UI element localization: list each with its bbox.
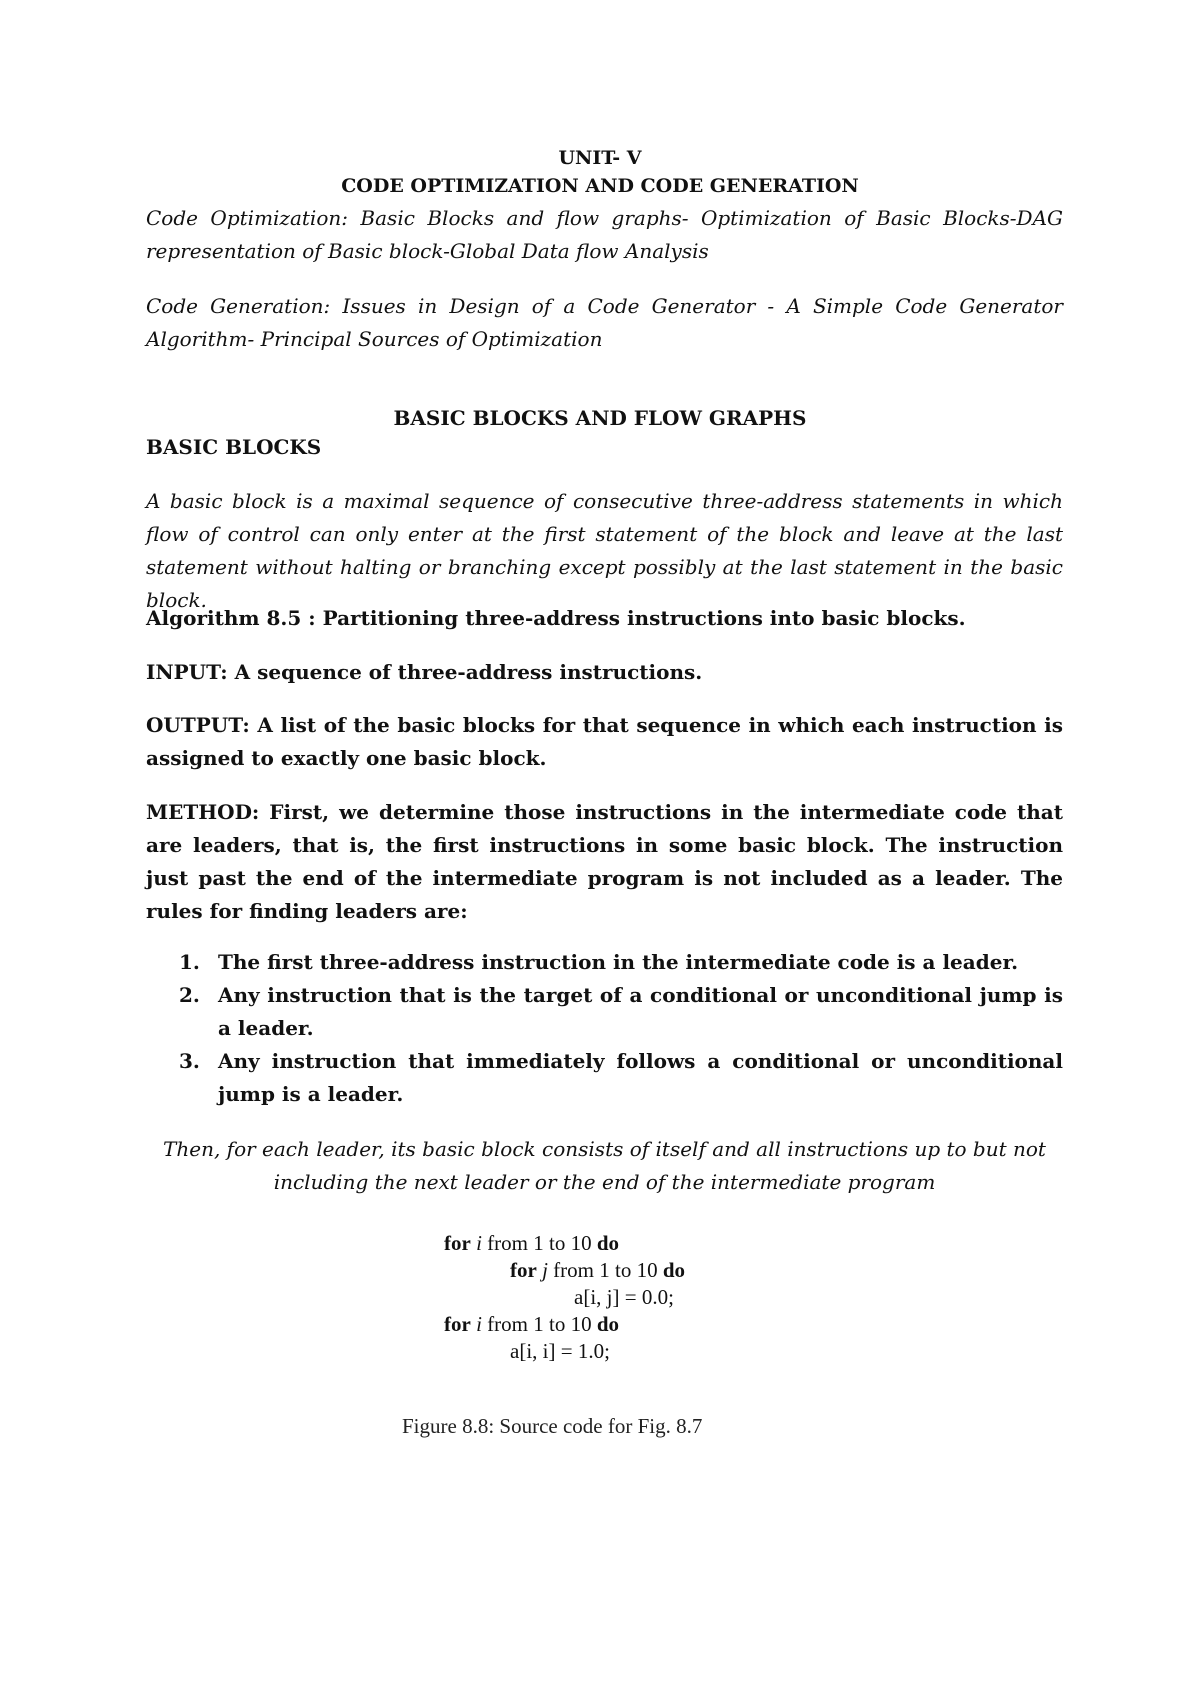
code-expression: a[i, j] = 0.0; [574,1285,674,1309]
algorithm-output: OUTPUT: A list of the basic blocks for that sequence in which each instruction is assigned to exactly one basic block. [146,713,1063,770]
algorithm-input: INPUT: A sequence of three-address instructions. [146,660,703,684]
code-keyword: for [510,1258,537,1282]
leader-rules-list [146,946,1063,1111]
list-item-number: 3. [179,1049,200,1073]
code-line [444,1284,864,1311]
code-range: from 1 to 10 [487,1231,592,1255]
figure-code-block [444,1230,864,1365]
list-item-number: 1. [179,950,200,974]
unit-label: UNIT- V [558,147,642,169]
algorithm-title: Algorithm 8.5 : Partitioning three-address instructions into basic blocks. [146,606,966,630]
list-item-number: 2. [179,983,200,1007]
figure-caption: Figure 8.8: Source code for Fig. 8.7 [402,1414,703,1438]
list-item-text: Any instruction that immediately follows a conditional or unconditional jump is a leader. [218,1049,1063,1106]
code-keyword: do [596,1312,620,1336]
code-variable: i [476,1231,482,1255]
unit-title: CODE OPTIMIZATION AND CODE GENERATION [341,175,859,197]
closing-note: Then, for each leader, its basic block consists of itself and all instructions up to but not including the next leader or the end of the intermediate program [163,1137,1046,1194]
code-line [444,1311,864,1338]
code-keyword: for [444,1231,471,1255]
code-expression: a[i, i] = 1.0; [510,1339,610,1363]
subsection-heading: BASIC BLOCKS [146,435,322,459]
code-keyword: for [444,1312,471,1336]
code-keyword: do [662,1258,686,1282]
syllabus-optimization: Code Optimization: Basic Blocks and flow graphs- Optimization of Basic Blocks-DAG representation of Basic block-Global Data flow Analysis [146,206,1063,263]
list-item [146,1045,1063,1111]
section-heading: BASIC BLOCKS AND FLOW GRAPHS [393,406,807,430]
code-variable: j [542,1258,548,1282]
syllabus-generation: Code Generation: Issues in Design of a Code Generator - A Simple Code Generator Algorithm- Principal Sources of Optimization [146,294,1063,351]
basic-block-definition: A basic block is a maximal sequence of consecutive three-address statements in which flow of control can only enter at the first statement of the block and leave at the last statement without halting or branching except possibly at the last statement in the basic block. [146,489,1063,612]
list-item-text: Any instruction that is the target of a conditional or unconditional jump is a leader. [218,983,1063,1040]
code-variable: i [476,1312,482,1336]
code-line [444,1338,864,1365]
code-keyword: do [596,1231,620,1255]
list-item [146,979,1063,1045]
list-item-text: The first three-address instruction in the intermediate code is a leader. [218,950,1019,974]
algorithm-method: METHOD: First, we determine those instructions in the intermediate code that are leaders, that is, the first instructions in some basic block. The instruction just past the end of the intermediate program is not included as a leader. The rules for finding leaders are: [146,800,1063,923]
code-range: from 1 to 10 [553,1258,658,1282]
code-line [444,1257,864,1284]
code-line [444,1230,864,1257]
code-range: from 1 to 10 [487,1312,592,1336]
list-item [146,946,1063,979]
